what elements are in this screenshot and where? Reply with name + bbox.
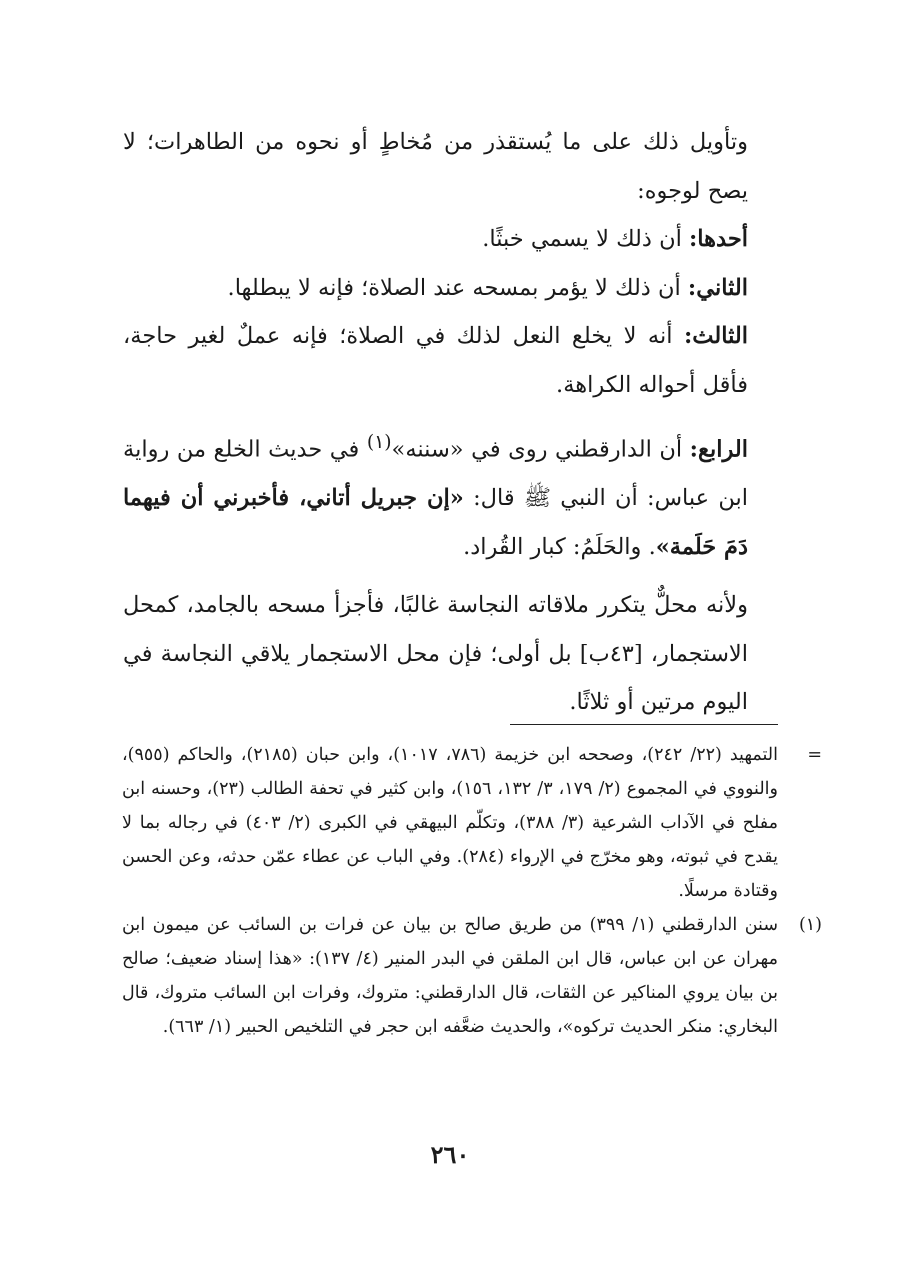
- page-number: ٢٦٠: [430, 1140, 470, 1169]
- paragraph-text: . والحَلَمُ: كبار القُراد.: [463, 533, 656, 560]
- paragraph-lead: أحدها:: [689, 226, 748, 252]
- paragraph-lead: الثاني:: [687, 274, 748, 301]
- footnote-1: [122, 908, 822, 1044]
- footnote-marker: (١): [798, 915, 822, 935]
- paragraph-lead: الثالث:: [683, 323, 748, 349]
- footnote-separator: [510, 724, 778, 725]
- paragraph-text: ولأنه محلٌّ يتكرر ملاقاته النجاسة غالبًا، فأجزأ مسحه بالجامد، كمحل الاستجمار، [٤٣ب] بل أولى؛ فإن محل الاستجمار يلاقي النجاسة في اليوم مرتين أو ثلاثًا.: [123, 592, 749, 715]
- paragraph-second-reason: [123, 264, 778, 313]
- paragraph-text: وتأويل ذلك على ما يُستقذر من مُخاطٍ أو نحوه من الطاهرات؛ لا يصح لوجوه:: [123, 129, 748, 204]
- paragraph-text: أن ذلك لا يسمي خبثًا.: [482, 226, 689, 252]
- footnote-text: سنن الدارقطني (١/ ٣٩٩) من طريق صالح بن بيان عن فرات بن السائب عن ميمون ابن مهران عن ابن عباس، قال ابن الملقن في البدر المنير (٤/ ١٣٧): «هذا إسناد ضعيف؛ صالح بن بيان يروي المناكير عن الثقات، قال الدارقطني: متروك، وفرات ابن السائب متروك، قال البخاري: منكر الحديث تركوه»، والحديث ضعَّفه ابن حجر في التلخيص الحبير (١/ ٦٦٣).: [122, 915, 778, 1037]
- footnote-reference: (١): [366, 432, 392, 453]
- main-text: [123, 118, 778, 727]
- footnotes: [122, 738, 822, 1044]
- paragraph-lead: الرابع:: [689, 436, 748, 463]
- footnote-text: التمهيد (٢٢/ ٢٤٢)، وصححه ابن خزيمة (٧٨٦، ١٠١٧)، وابن حبان (٢١٨٥)، والحاكم (٩٥٥)، والنووي في المجموع (٢/ ١٧٩، ٣/ ١٣٢، ١٥٦)، وابن كثير في تحفة الطالب (٢٣)، وحسنه ابن مفلح في الآداب الشرعية (٣/ ٣٨٨)، وتكلّم البيهقي في الكبرى (٢/ ٤٠٣) في رجاله بما لا يقدح في ثبوته، وهو مخرّج في الإرواء (٢٨٤). وفي الباب عن عطاء عمّن حدثه، وعن الحسن وقتادة مرسلًا.: [122, 745, 779, 901]
- paragraph-fourth-reason: [123, 419, 778, 571]
- hadith-quote: «إن جبريل أتاني، فأخبرني أن فيهما دَمَ حَلَمة»: [123, 485, 748, 560]
- paragraph-text: أن ذلك لا يؤمر بمسحه عند الصلاة؛ فإنه لا يبطلها.: [227, 274, 688, 301]
- paragraph-text: أنه لا يخلع النعل لذلك في الصلاة؛ فإنه عملٌ لغير حاجة، فأقل أحواله الكراهة.: [123, 323, 748, 398]
- paragraph-third-reason: [123, 312, 778, 409]
- footnote-marker: =: [807, 745, 822, 765]
- paragraph-first-reason: [123, 215, 778, 264]
- paragraph-text: في حديث الخلع من رواية ابن عباس: أن النبي ﷺ قال:: [123, 436, 748, 511]
- footnote-continued: [122, 738, 822, 908]
- paragraph-intro: [123, 118, 778, 215]
- paragraph-text: أن الدارقطني روى في «سننه»: [391, 436, 690, 463]
- paragraph-analogy: [123, 581, 778, 727]
